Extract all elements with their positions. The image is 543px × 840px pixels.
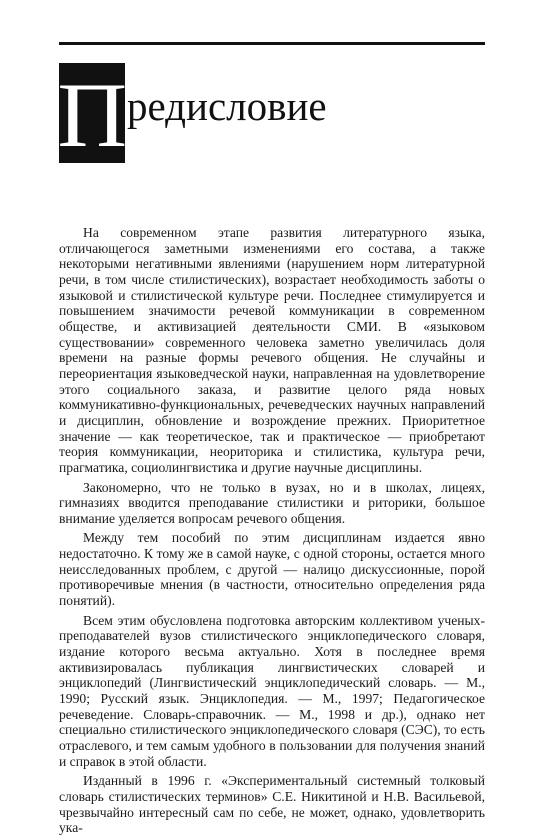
paragraph: Между тем пособий по этим дисциплинам издается явно недостаточно. К тому же в самой науке, с одной стороны, остается много неисследованных проблем, с другой — налицо дискуссионные, порой противоречивые мнения (в частности, относительно определения ряда понятий). xyxy=(59,530,485,609)
drop-cap-letter: П xyxy=(57,64,127,166)
top-rule xyxy=(59,42,485,45)
chapter-heading xyxy=(57,63,327,166)
paragraph: Закономерно, что не только в вузах, но и в школах, лицеях, гимназиях вводится преподавание стилистики и риторики, большое внимание уделяется вопросам речевого общения. xyxy=(59,479,485,526)
paragraph: Изданный в 1996 г. «Экспериментальный системный толковый словарь стилистических терминов» С.Е. Никитиной и Н.В. Васильевой, чрезвычайно интересный сам по себе, не может, однако, удовлетворить ука- xyxy=(59,773,485,836)
paragraph: Всем этим обусловлена подготовка авторским коллективом ученых-преподавателей вузов стилистического энциклопедического словаря, издание которого весьма актуально. Хотя в последнее время активизировалась публикация лингвистических словарей и энциклопедий (Лингвистический энциклопедический словарь. — М., 1990; Русский язык. Энциклопедия. — М., 1997; Педагогическое речеведение. Словарь-справочник. — М., 1998 и др.), однако нет специально стилистического энциклопедического словаря (СЭС), то есть отраслевого, и тем самым удобного в пользовании для получения знаний и справок в этой области. xyxy=(59,612,485,769)
heading-text: редисловие xyxy=(127,83,327,129)
drop-cap xyxy=(57,63,127,166)
body-text xyxy=(59,225,485,840)
paragraph: На современном этапе развития литературного языка, отличающегося заметными изменениями его состава, а также некоторыми негативными явлениями (нарушением норм литературной речи, в том числе стилистических), возрастает необходимость заботы о языковой и стилистической культуре речи. Последнее стимулируется и повышением значимости речевой коммуникации в современном обществе, и активизацией деятельности СМИ. В «языковом существовании» современного человека заметно увеличилась доля времени на разные формы речевого общения. Не случайны и переориентация языковедческой науки, направленная на удовлетворение этого социального заказа, и развитие целого ряда новых коммуникативно-функциональных, речеведческих научных направлений и дисциплин, обновление и возрождение прежних. Приоритетное значение — как теоретическое, так и практическое — приобретают теория коммуникации, неориторика и стилистика, культура речи, прагматика, социолингвистика и другие научные дисциплины. xyxy=(59,225,485,475)
